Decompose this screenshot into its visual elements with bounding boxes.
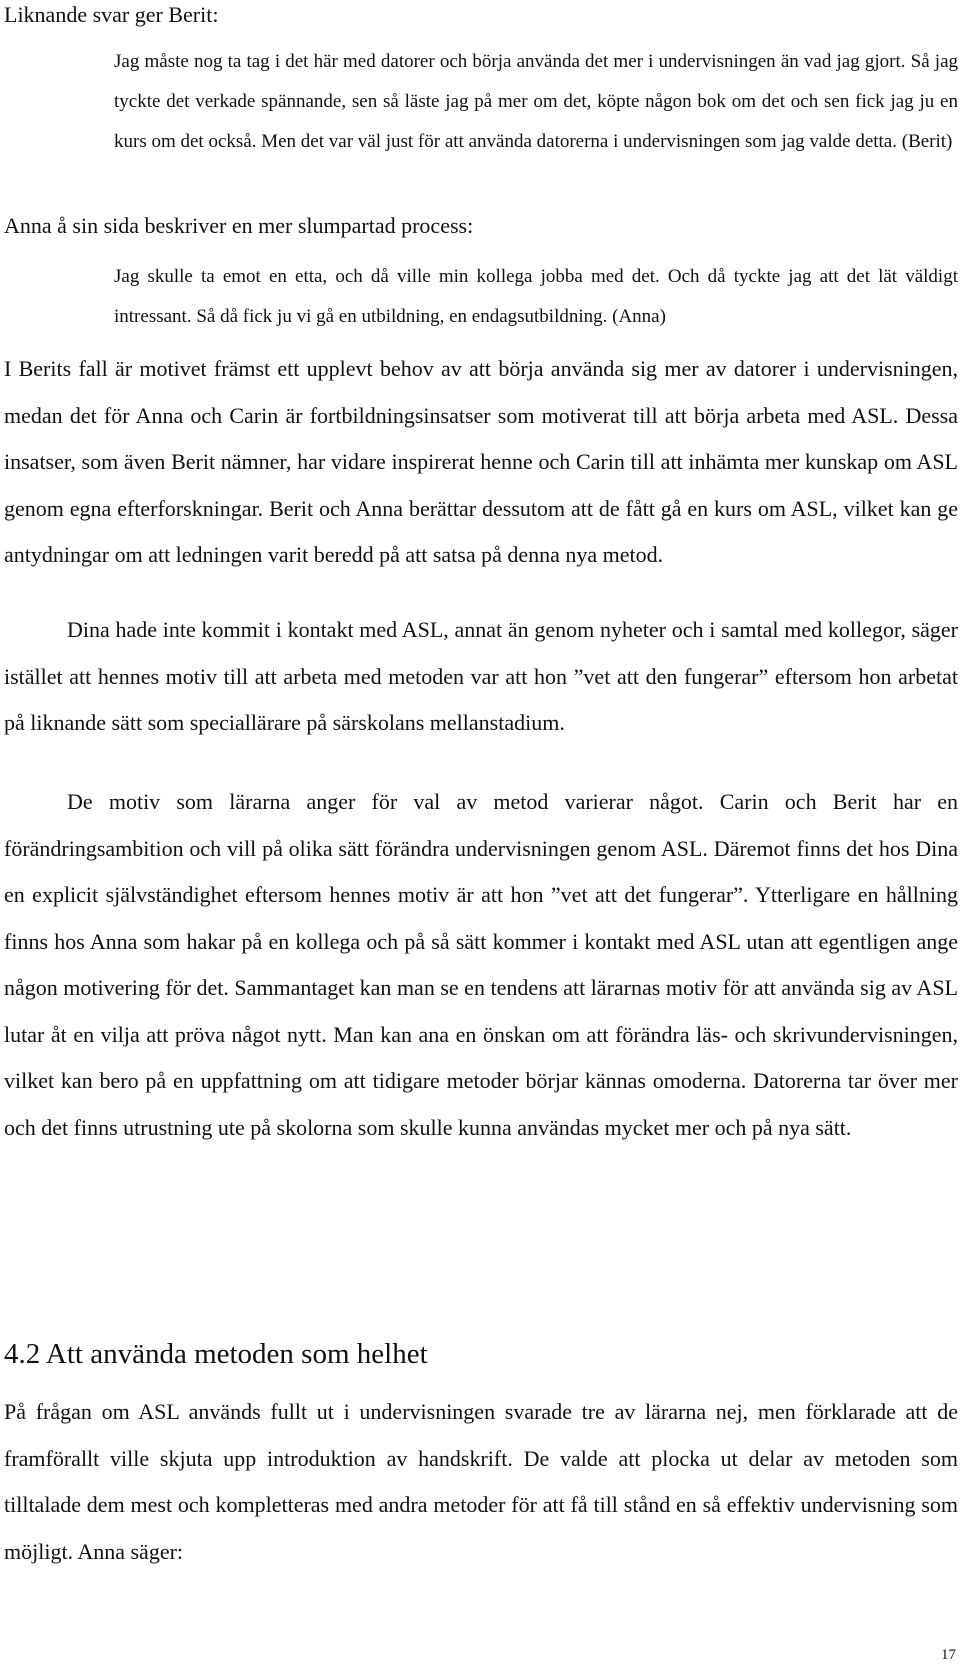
paragraph-section-4-2: På frågan om ASL används fullt ut i undervisningen svarade tre av lärarna nej, men förklarade att de framförallt ville skjuta upp introduktion av handskrift. De valde att plocka ut delar av metoden som tilltalade dem mest och kompletteras med andra metoder för att få till stånd en så effektiv undervisning som möjligt. Anna säger: (4, 1399, 958, 1564)
paragraph-motives-berit-anna: I Berits fall är motivet främst ett upplevt behov av att börja använda sig mer av datorer i undervisningen, medan det för Anna och Carin är fortbildningsinsatser som motiverat till att börja arbeta med ASL. Dessa insatser, som även Berit nämner, har vidare inspirerat henne och Carin till att inhämta mer kunskap om ASL genom egna efterforskningar. Berit och Anna berättar dessutom att de fått gå en kurs om ASL, vilket kan ge antydningar om att ledningen varit beredd på att satsa på denna nya metod. (4, 356, 958, 567)
intro-anna: Anna å sin sida beskriver en mer slumpartad process: (4, 213, 474, 238)
section-heading: 4.2 Att använda metoden som helhet (4, 1338, 428, 1370)
intro-berit: Liknande svar ger Berit: (4, 2, 219, 27)
paragraph-dina: Dina hade inte kommit i kontakt med ASL, annat än genom nyheter och i samtal med kollegor, säger istället att hennes motiv till att arbeta med metoden var att hon ”vet att den fungerar” eftersom hon arbetat på liknande sätt som speciallärare på särskolans mellanstadium. (4, 617, 958, 735)
quote-berit: Jag måste nog ta tag i det här med datorer och börja använda det mer i undervisningen än vad jag gjort. Så jag tyckte det verkade spännande, sen så läste jag på mer om det, köpte någon bok om det och sen fick jag ju en kurs om det också. Men det var väl just för att använda datorerna i undervisningen som jag valde detta. (Berit) (114, 51, 958, 152)
page-number: 17 (941, 1647, 956, 1663)
paragraph-summary-motives: De motiv som lärarna anger för val av metod varierar något. Carin och Berit har en förändringsambition och vill på olika sätt förändra undervisningen genom ASL. Däremot finns det hos Dina en explicit självständighet eftersom hennes motiv är att hon ”vet att det fungerar”. Ytterligare en hållning finns hos Anna som hakar på en kollega och på så sätt kommer i kontakt med ASL utan att egentligen ange någon motivering för det. Sammantaget kan man se en tendens att lärarnas motiv för att använda sig av ASL lutar åt en vilja att pröva något nytt. Man kan ana en önskan om att förändra läs- och skrivundervisningen, vilket kan bero på en uppfattning om att tidigare metoder börjar kännas omoderna. Datorerna tar över mer och det finns utrustning ute på skolorna som skulle kunna användas mycket mer och på nya sätt. (4, 789, 958, 1140)
quote-anna: Jag skulle ta emot en etta, och då ville min kollega jobba med det. Och då tyckte jag att det lät väldigt intressant. Så då fick ju vi gå en utbildning, en endagsutbildning. (Anna) (114, 266, 958, 327)
